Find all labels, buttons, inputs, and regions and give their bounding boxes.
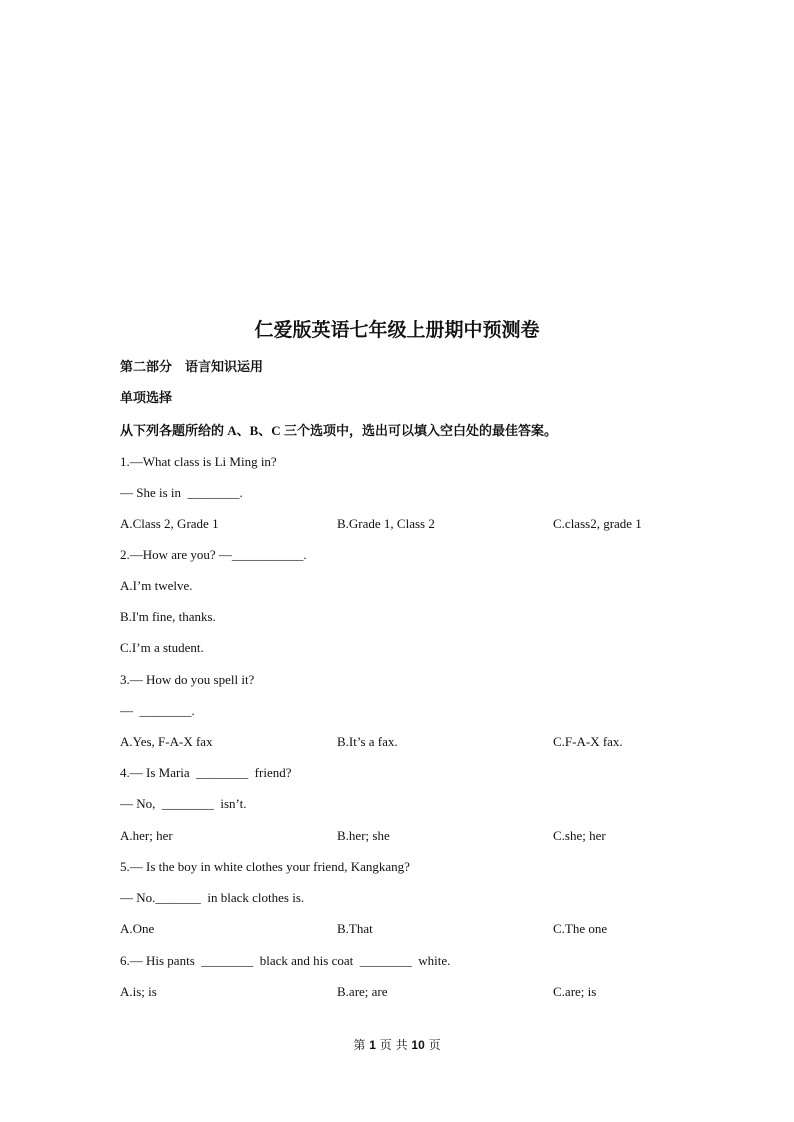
question-5-option-c: C.The one — [553, 921, 608, 936]
question-4-option-b: B.her; she — [337, 828, 390, 843]
question-1-answer-line: — She is in ________. — [120, 485, 243, 500]
question-5-answer-line: — No._______ in black clothes is. — [120, 890, 305, 905]
question-6-stem: 6.— His pants ________ black and his coat ________ white. — [120, 953, 451, 968]
footer-total-pages: 10 — [411, 1038, 425, 1052]
question-3-option-c: C.F-A-X fax. — [553, 734, 623, 749]
footer-page-number: 1 — [369, 1038, 376, 1052]
question-1-stem: 1.—What class is Li Ming in? — [120, 454, 277, 469]
question-6-option-b: B.are; are — [337, 984, 388, 999]
question-2-option-b: B.I'm fine, thanks. — [120, 609, 216, 624]
question-4-option-c: C.she; her — [553, 828, 606, 843]
page-footer — [0, 1037, 794, 1053]
instruction-text: 从下列各题所给的 A、B、C 三个选项中，选出可以填入空白处的最佳答案。 — [120, 423, 557, 438]
question-3-stem: 3.— How do you spell it? — [120, 672, 255, 687]
question-3-answer-line: — ________. — [120, 703, 195, 718]
part-heading: 第二部分 语言知识运用 — [120, 359, 264, 374]
question-5-option-a: A.One — [120, 921, 155, 936]
question-1-option-c: C.class2, grade 1 — [553, 516, 642, 531]
question-2-option-c: C.I’m a student. — [120, 640, 204, 655]
page-title: 仁爱版英语七年级上册期中预测卷 — [254, 320, 540, 341]
question-3-option-a: A.Yes, F-A-X fax — [120, 734, 213, 749]
question-3-option-b: B.It’s a fax. — [337, 734, 398, 749]
question-2-option-a: A.I’m twelve. — [120, 578, 193, 593]
question-6-option-c: C.are; is — [553, 984, 597, 999]
footer-middle: 页 共 — [379, 1038, 408, 1052]
question-5-stem: 5.— Is the boy in white clothes your friend, Kangkang? — [120, 859, 410, 874]
question-4-stem: 4.— Is Maria ________ friend? — [120, 765, 292, 780]
question-2-stem: 2.—How are you? —___________. — [120, 547, 307, 562]
section-heading: 单项选择 — [120, 390, 173, 405]
question-6-option-a: A.is; is — [120, 984, 157, 999]
footer-prefix: 第 — [353, 1038, 366, 1052]
question-4-option-a: A.her; her — [120, 828, 173, 843]
question-5-option-b: B.That — [337, 921, 373, 936]
question-1-option-b: B.Grade 1, Class 2 — [337, 516, 435, 531]
question-4-answer-line: — No, ________ isn’t. — [120, 796, 247, 811]
question-1-option-a: A.Class 2, Grade 1 — [120, 516, 219, 531]
footer-suffix: 页 — [428, 1038, 441, 1052]
